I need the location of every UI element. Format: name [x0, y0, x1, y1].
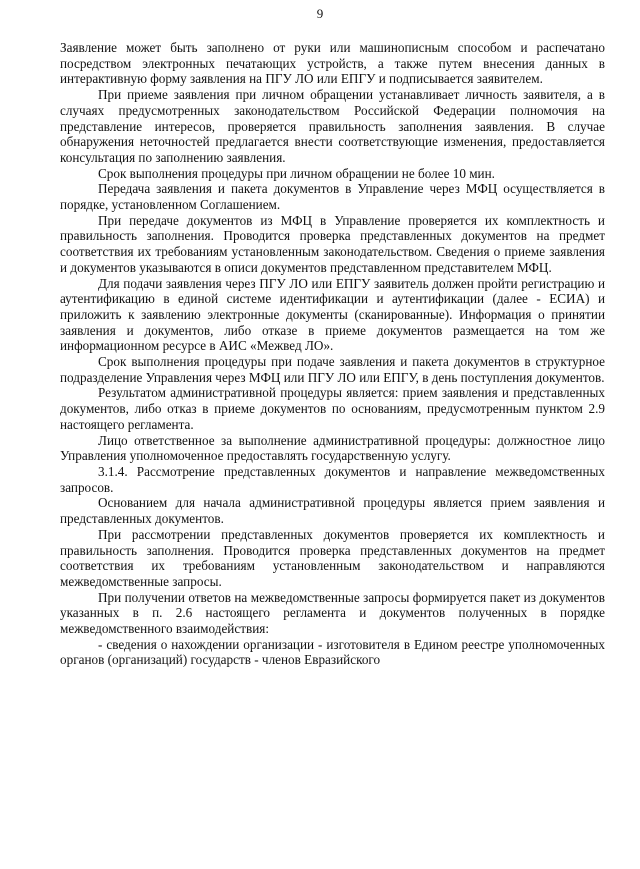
paragraph: Срок выполнения процедуры при подаче заявления и пакета документов в структурное подразделение Управления через МФЦ или ПГУ ЛО или ЕПГУ, в день поступления документов.: [60, 354, 605, 385]
document-body: [60, 40, 605, 668]
paragraph: Срок выполнения процедуры при личном обращении не более 10 мин.: [98, 165, 495, 181]
paragraph: Для подачи заявления через ПГУ ЛО или ЕПГУ заявитель должен пройти регистрацию и аутентификацию в единой системе идентификации и аутентификации (далее - ЕСИА) и приложить к заявлению электронные документы (сканированные). Информация о принятии заявления и документов, либо отказе в приеме документов размещается на том же информационном ресурсе в АИС «Межвед ЛО».: [60, 275, 605, 354]
paragraph: Лицо ответственное за выполнение административной процедуры: должностное лицо Управления уполномоченное предоставлять государственную услугу.: [60, 432, 605, 464]
paragraph: При передаче документов из МФЦ в Управление проверяется их комплектность и правильность заполнения. Проводится проверка представленных документов на предмет соответствия их требованиям установленным законодательством. Сведения о приеме заявления и документов указываются в описи документов представленном представителем МФЦ.: [60, 212, 605, 275]
paragraph: Результатом административной процедуры является: прием заявления и представленных документов, либо отказ в приеме документов по основаниям, предусмотренным пунктом 2.9 настоящего регламента.: [60, 385, 605, 432]
paragraph: Передача заявления и пакета документов в Управление через МФЦ осуществляется в порядке, установленном Соглашением.: [60, 181, 605, 213]
section-heading: 3.1.4. Рассмотрение представленных документов и направление межведомственных запросов.: [60, 463, 605, 495]
paragraph: При рассмотрении представленных документов проверяется их комплектность и правильность заполнения. Проводится проверка представленных документов на предмет соответствия их требованиям установленным законодательством и направляются межведомственные запросы.: [60, 526, 605, 589]
page-number: 9: [316, 6, 324, 21]
list-item: - сведения о нахождении организации - изготовителя в Едином реестре уполномоченных органов (организаций) государств - членов Евразийского: [60, 636, 605, 668]
paragraph: Заявление может быть заполнено от руки или машинописным способом и распечатано посредством электронных печатающих устройств, а также путем внесения данных в интерактивную форму заявления на ПГУ ЛО или ЕПГУ и подписывается заявителем.: [60, 40, 605, 87]
paragraph: При получении ответов на межведомственные запросы формируется пакет из документов указанных в п. 2.6 настоящего регламента и документов полученных в порядке межведомственного взаимодействия:: [60, 589, 605, 637]
paragraph: Основанием для начала административной процедуры является прием заявления и представленных документов.: [60, 495, 605, 527]
paragraph: При приеме заявления при личном обращении устанавливает личность заявителя, а в случаях предусмотренных законодательством Российской Федерации полномочия на представление интересов, проверяется правильность заполнения заявления. В случае обнаружения неточностей предлагается внести соответствующие изменения, предоставляется консультация по заполнению заявления.: [60, 87, 605, 165]
